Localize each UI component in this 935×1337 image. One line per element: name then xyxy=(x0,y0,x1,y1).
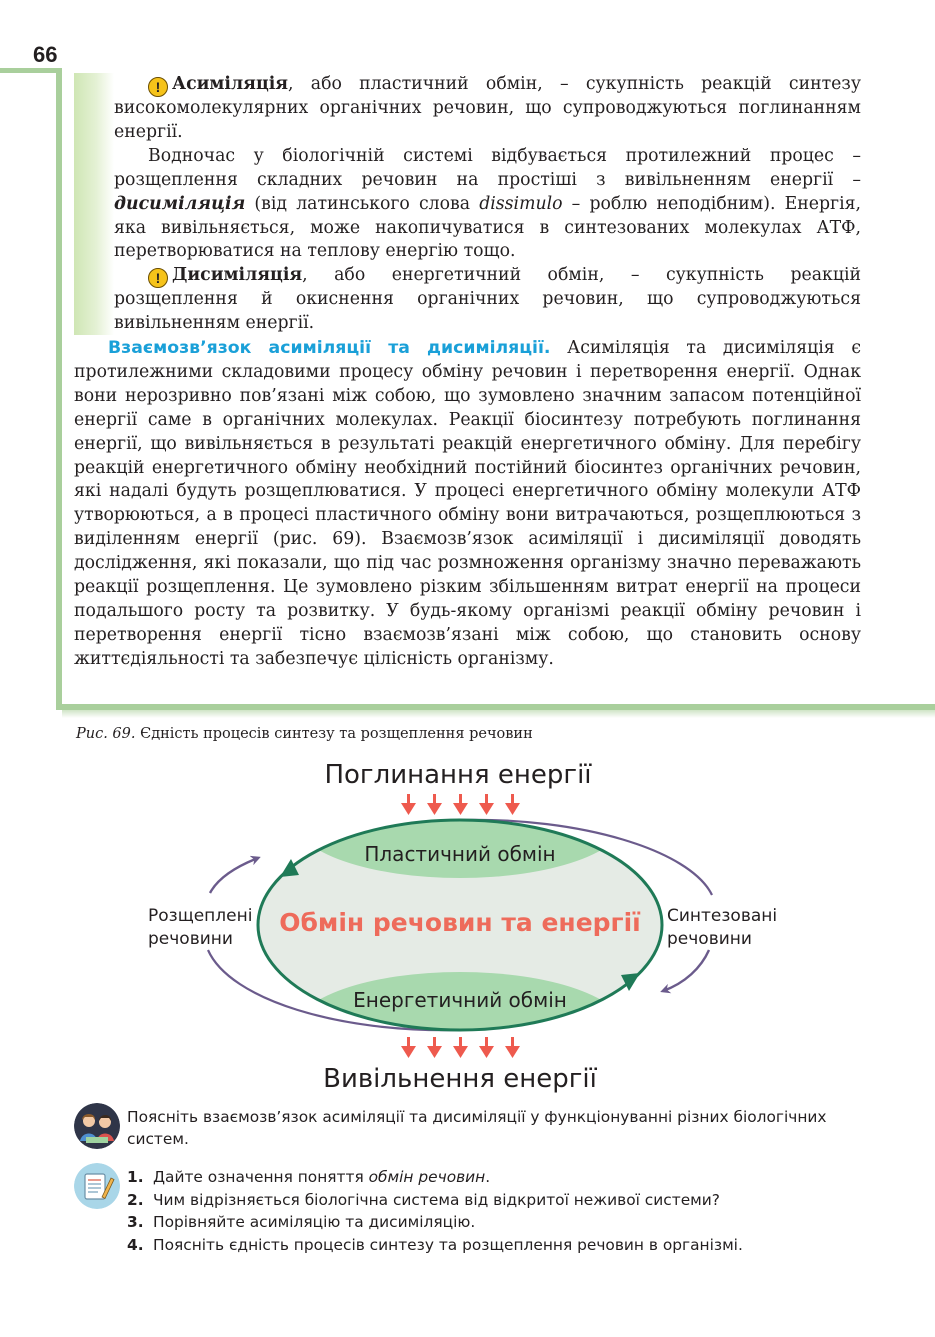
definitions-block xyxy=(114,73,861,336)
absorption-arrows xyxy=(401,794,520,815)
task-item xyxy=(127,1211,867,1234)
term-assimilation: Асиміляція xyxy=(172,74,289,94)
term-dissimilation: Дисиміляція xyxy=(172,265,303,286)
down-arrow-icon xyxy=(453,794,468,815)
section-paragraph xyxy=(74,337,861,672)
section-block xyxy=(74,337,861,672)
down-arrow-icon xyxy=(505,794,520,815)
task-text: Поясніть єдність процесів синтезу та розщеплення речовин в організмі. xyxy=(153,1235,743,1254)
energy-exchange-label: Енергетичний обмін xyxy=(353,988,567,1012)
exclamation-icon: ! xyxy=(148,268,168,288)
frame-top-line xyxy=(0,68,62,73)
discussion-text: Поясніть взаємозв’язок асиміляції та дисиміляції у функціонуванні різних біологічних систем. xyxy=(127,1108,827,1148)
task-text: Порівняйте асиміляцію та дисиміляцію. xyxy=(153,1213,476,1231)
metabolism-center-label: Обмін речовин та енергії xyxy=(279,908,641,937)
tasks-list xyxy=(127,1166,867,1256)
split-substances-label-line1: Розщеплені xyxy=(148,906,253,926)
term-dissimilation-inline: дисиміляція xyxy=(114,193,246,214)
task-text: Чим відрізняється біологічна система від відкритої неживої системи? xyxy=(153,1190,720,1209)
down-arrow-icon xyxy=(453,1037,468,1058)
tasks-ordered-list xyxy=(127,1166,867,1256)
task-number: 3. xyxy=(127,1213,144,1231)
frame-left-line xyxy=(56,68,62,708)
paragraph-dissimilation-start: Водночас у біологічній системі відбувається протилежний процес – розщеплення складних речовин на простіші з вивільненням енергії – xyxy=(114,145,861,190)
arrow-to-synthesized-icon xyxy=(663,950,709,991)
definition-highlight-band xyxy=(74,73,114,335)
paragraph-dissimilation-end: – роблю неподібним). Енергія, яка вивільняється, може накопичуватися в синтезованих молекулах АТФ, перетворюватися на теплову енергію тощо. xyxy=(114,193,861,262)
task-emphasis: обмін речовин xyxy=(368,1168,486,1186)
definition-assimilation-text: , або пластичний обмін, – сукупність реакцій синтезу високомолекулярних органічних речовин, що супроводжуються поглинанням енергії. xyxy=(114,74,861,142)
frame-shadow xyxy=(62,710,935,718)
paragraph-dissimilation-middle: (від латинського слова xyxy=(245,193,480,214)
release-arrows xyxy=(401,1037,520,1058)
down-arrow-icon xyxy=(427,1037,442,1058)
split-substances-label-line2: речовини xyxy=(148,929,233,949)
discussion-question xyxy=(127,1107,867,1150)
synthesized-substances-label-line1: Синтезовані xyxy=(667,906,778,926)
section-body: Асиміляція та дисиміляція є протилежними складовими процесу обміну речовин і перетворення енергії. Однак вони нерозривно пов’язані між собою, що зумовлено значним запасом потенційної енергії саме в органічних молекулах. Реакції біосинтезу потребують поглинання енергії, що вивільняється в результаті реакцій енергетичного обміну. Для перебігу реакцій енергетичного обміну необхідний постійний біосинтез органічних речовин, які надалі будуть розщеплюватися. У процесі енергетичного обміну молекули АТФ утворюються, а в процесі пластичного обміну вони витрачаються, розщеплюються з виділенням енергії (рис. 69). Взаємозв’язок асиміляції і дисиміляції доводять дослідження, які показали, що під час розмноження організму значно переважають реакції розщеплення. Це зумовлено різким збільшенням витрат енергії на процеси подальшого росту та розвитку. У будь-якому організмі реакції обміну речовин і перетворення енергії тісно взаємозв’язані між собою, що становить основу життєдіяльності та забезпечує цілісність організму. xyxy=(74,338,862,669)
task-text-end: . xyxy=(485,1168,491,1186)
energy-release-label: Вивільнення енергії xyxy=(323,1064,597,1094)
down-arrow-icon xyxy=(427,794,442,815)
metabolism-diagram xyxy=(0,745,935,1105)
down-arrow-icon xyxy=(401,794,416,815)
task-item xyxy=(127,1166,867,1189)
task-item xyxy=(127,1234,867,1257)
figure-caption-label: Рис. 69. xyxy=(76,726,136,742)
paragraph-dissimilation xyxy=(114,145,861,265)
latin-word: dissimulo xyxy=(479,193,563,214)
definition-assimilation xyxy=(114,73,861,145)
definition-dissimilation xyxy=(114,264,861,336)
exclamation-icon: ! xyxy=(148,77,168,97)
synthesized-substances-label-line2: речовини xyxy=(667,929,752,949)
page-number: 66 xyxy=(33,42,58,67)
down-arrow-icon xyxy=(401,1037,416,1058)
arrow-to-plastic-icon xyxy=(210,858,258,893)
energy-absorption-label: Поглинання енергії xyxy=(324,760,592,790)
down-arrow-icon xyxy=(479,794,494,815)
tasks-icon xyxy=(74,1163,120,1209)
section-heading: Взаємозв’язок асиміляції та дисиміляції. xyxy=(108,338,551,358)
figure-caption-text: Єдність процесів синтезу та розщеплення речовин xyxy=(135,726,533,742)
task-number: 4. xyxy=(127,1235,144,1254)
discussion-icon xyxy=(74,1103,120,1149)
figure-caption xyxy=(76,726,533,742)
task-text: Дайте означення поняття xyxy=(153,1168,369,1186)
task-number: 1. xyxy=(127,1168,144,1186)
down-arrow-icon xyxy=(505,1037,520,1058)
plastic-exchange-label: Пластичний обмін xyxy=(364,842,556,866)
definition-dissimilation-text: , або енергетичний обмін, – сукупність реакцій розщеплення й окиснення органічних речовин, що супроводжуються вивільненням енергії. xyxy=(114,265,861,334)
down-arrow-icon xyxy=(479,1037,494,1058)
task-item xyxy=(127,1189,867,1212)
task-number: 2. xyxy=(127,1190,144,1209)
